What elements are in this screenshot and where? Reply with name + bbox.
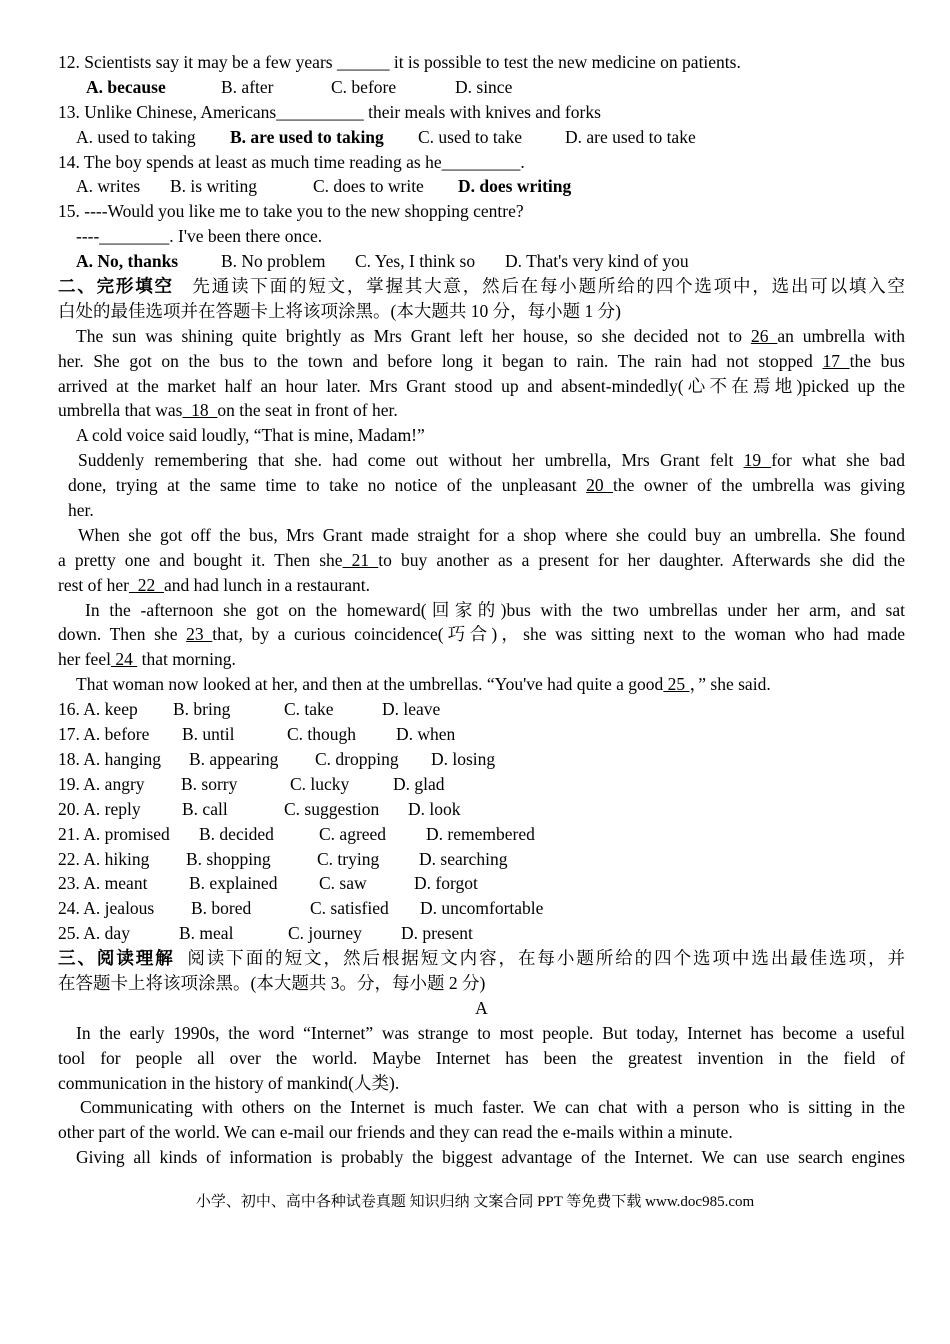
option-row: 25. A. day B. meal C. journey D. present bbox=[58, 923, 473, 944]
option-row: 23. A. meant B. explained C. saw D. forgot bbox=[58, 873, 478, 894]
cloze-line: down. Then she 23 that, by a curious coincidence(巧合)，she was sitting next to the woman who had made bbox=[58, 624, 906, 645]
section-2-heading: 二、完形填空 bbox=[58, 276, 174, 297]
cloze-line: The sun was shining quite brightly as Mrs Grant left her house, so she decided not to 26 an umbrella with bbox=[76, 325, 906, 346]
cloze-line: her. bbox=[68, 500, 94, 521]
option-row: 18. A. hanging B. appearing C. dropping D. losing bbox=[58, 748, 496, 769]
option-row: 22. A. hiking B. shopping C. trying D. searching bbox=[58, 848, 508, 869]
passage-line: Giving all kinds of information is probably the biggest advantage of the Internet. We can use search engines bbox=[76, 1147, 905, 1168]
blank-23: 23 bbox=[186, 624, 213, 645]
exam-page bbox=[58, 50, 905, 1170]
passage-line: communication in the history of mankind(人类). bbox=[58, 1072, 400, 1093]
cloze-line: Suddenly remembering that she. had come out without her umbrella, Mrs Grant felt 19 for what she bad bbox=[78, 450, 905, 471]
question-13-options bbox=[58, 125, 905, 150]
cloze-line: In the -afternoon she got on the homeward(回家的)bus with the two umbrellas under her arm, and sat bbox=[85, 599, 905, 620]
blank-26: 26 bbox=[750, 325, 778, 346]
section-3-instruction-line-1: 三、阅读理解 阅读下面的短文，然后根据短文内容，在每小题所给的四个选项中选出最佳选项，并 bbox=[58, 948, 906, 969]
q14-option-a: A. writes bbox=[76, 176, 141, 197]
q12-option-a: A. because bbox=[86, 76, 166, 97]
question-13-stem: 13. Unlike Chinese, Americans__________ their meals with knives and forks bbox=[58, 101, 601, 122]
cloze-line: arrived at the market half an hour later. Mrs Grant stood up and absent-mindedly(心不在焉地)picked up the bbox=[58, 375, 905, 396]
question-12-options bbox=[58, 75, 905, 100]
q12-option-d: D. since bbox=[455, 76, 513, 97]
q15-option-c: C. Yes, I think so bbox=[355, 251, 476, 272]
section-2-instruction-line-1: 二、完形填空 先通读下面的短文，掌握其大意，然后在每小题所给的四个选项中，选出可以填入空 bbox=[58, 276, 906, 297]
cloze-line: When she got off the bus, Mrs Grant made straight for a shop where she could buy an umbrella. She found bbox=[78, 524, 905, 545]
question-15-options bbox=[58, 249, 905, 274]
page-footer: 小学、初中、高中各种试卷真题 知识归纳 文案合同 PPT 等免费下载 www.doc985.com bbox=[195, 1194, 755, 1210]
cloze-line: a pretty one and bought it. Then she 21 to buy another as a present for her daughter. Afterwards she did the bbox=[58, 549, 905, 570]
question-14-stem: 14. The boy spends at least as much time reading as he_________. bbox=[58, 151, 525, 172]
question-15-reply: ----________. I've been there once. bbox=[76, 226, 323, 247]
blank-24: 24 bbox=[110, 649, 138, 670]
blank-25: 25 bbox=[663, 674, 690, 695]
option-row: 21. A. promised B. decided C. agreed D. remembered bbox=[58, 823, 535, 844]
question-12-stem: 12. Scientists say it may be a few years ______ it is possible to test the new medicine on patients. bbox=[58, 52, 741, 72]
q13-option-c: C. used to take bbox=[418, 126, 523, 147]
blank-21: 21 bbox=[342, 549, 379, 570]
blank-18: 18 bbox=[182, 400, 218, 421]
cloze-line: rest of her 22 and had lunch in a restaurant. bbox=[58, 574, 370, 595]
q14-option-d: D. does writing bbox=[458, 176, 572, 197]
option-row: 19. A. angry B. sorry C. lucky D. glad bbox=[58, 773, 445, 794]
cloze-line: That woman now looked at her, and then at the umbrellas. “You've had quite a good 25 ，” she said. bbox=[76, 674, 771, 695]
q15-option-a: A. No, thanks bbox=[76, 251, 179, 272]
q13-option-b: B. are used to taking bbox=[230, 126, 384, 147]
q12-option-c: C. before bbox=[331, 76, 397, 97]
q13-option-a: A. used to taking bbox=[76, 126, 196, 147]
passage-line: In the early 1990s, the word “Internet” was strange to most people. But today, Internet has become a useful bbox=[76, 1022, 905, 1043]
q14-option-b: B. is writing bbox=[170, 176, 258, 197]
q14-option-c: C. does to write bbox=[313, 176, 424, 197]
option-row: 20. A. reply B. call C. suggestion D. look bbox=[58, 798, 461, 819]
section-3-heading: 三、阅读理解 bbox=[58, 948, 175, 969]
option-row: 17. A. before B. until C. though D. when bbox=[58, 724, 456, 745]
cloze-line: her. She got on the bus to the town and before long it began to rain. The rain had not stopped 17 the bus bbox=[58, 350, 905, 371]
q15-option-b: B. No problem bbox=[221, 251, 326, 272]
cloze-line: done, trying at the same time to take no notice of the unpleasant 20 the owner of the umbrella was giving bbox=[68, 475, 905, 496]
question-15-stem: 15. ----Would you like me to take you to the new shopping centre? bbox=[58, 201, 524, 222]
section-3-instruction-line-2: 在答题卡上将该项涂黑。(本大题共 3。分，每小题 2 分) bbox=[58, 972, 486, 993]
blank-20: 20 bbox=[586, 475, 614, 496]
passage-line: tool for people all over the world. Maybe Internet has been the greatest invention in the field of bbox=[58, 1047, 905, 1068]
blank-17: 17 bbox=[822, 350, 850, 371]
passage-line: other part of the world. We can e-mail our friends and they can read the e-mails within a minute. bbox=[58, 1122, 733, 1143]
cloze-line: her feel 24 that morning. bbox=[58, 649, 236, 670]
cloze-line: A cold voice said loudly, “That is mine, Madam!” bbox=[76, 425, 425, 446]
option-row: 24. A. jealous B. bored C. satisfied D. uncomfortable bbox=[58, 898, 544, 919]
passage-label: A bbox=[475, 997, 488, 1018]
q15-option-d: D. That's very kind of you bbox=[505, 251, 689, 272]
q13-option-d: D. are used to take bbox=[565, 126, 696, 147]
q12-option-b: B. after bbox=[221, 76, 274, 97]
cloze-line: umbrella that was 18 on the seat in front of her. bbox=[58, 400, 398, 421]
passage-line: Communicating with others on the Internet is much faster. We can chat with a person who is sitting in the bbox=[80, 1097, 905, 1118]
blank-19: 19 bbox=[743, 450, 772, 471]
question-14-options bbox=[58, 174, 905, 199]
section-2-instruction-line-2: 白处的最佳选项并在答题卡上将该项涂黑。(本大题共 10 分，每小题 1 分) bbox=[58, 300, 621, 321]
blank-22: 22 bbox=[128, 574, 164, 595]
option-row: 16. A. keep B. bring C. take D. leave bbox=[58, 699, 441, 720]
